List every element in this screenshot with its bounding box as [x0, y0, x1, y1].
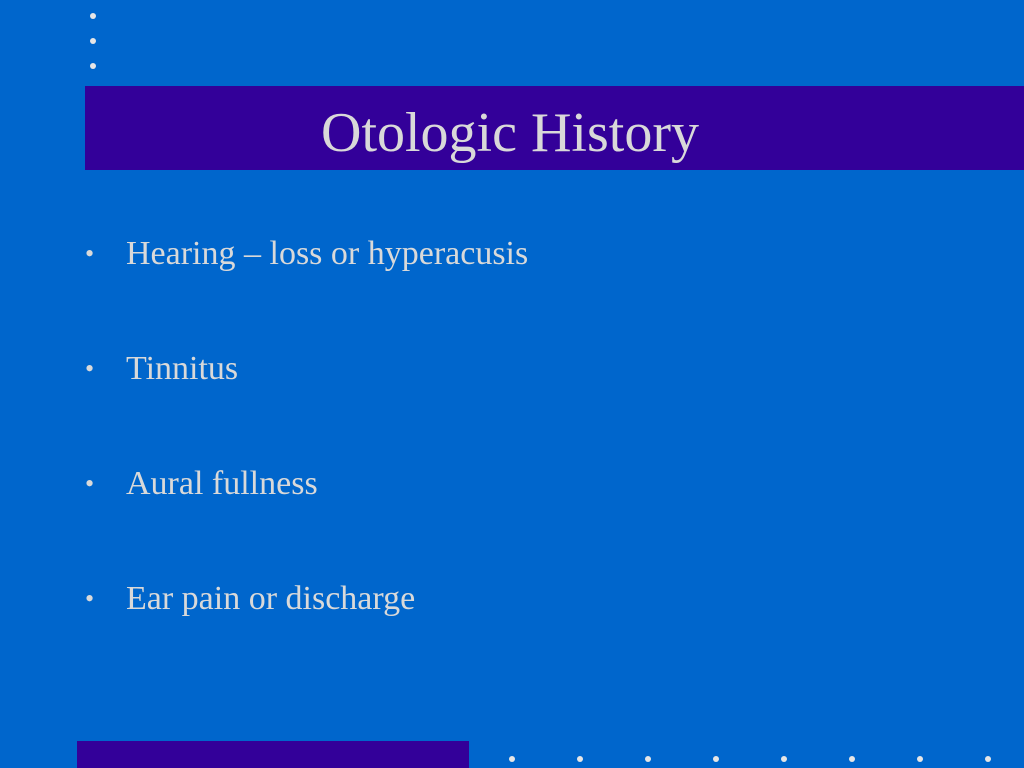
decorative-dot	[713, 756, 719, 762]
bullet-text: Aural fullness	[126, 465, 318, 502]
decorative-dot	[577, 756, 583, 762]
decorative-dot	[917, 756, 923, 762]
decorative-dot	[781, 756, 787, 762]
bullet-text: Ear pain or discharge	[126, 580, 416, 617]
bullet-item	[85, 572, 985, 687]
bullet-text: Hearing – loss or hyperacusis	[126, 235, 529, 272]
bullet-item	[85, 342, 985, 457]
decorative-dot	[509, 756, 515, 762]
decorative-dot	[985, 756, 991, 762]
bullet-list	[85, 227, 985, 687]
bullet-text: Tinnitus	[126, 350, 239, 387]
bullet-item	[85, 457, 985, 572]
bullet-marker: •	[85, 239, 95, 268]
bullet-item	[85, 227, 985, 342]
decorative-dot	[90, 13, 96, 19]
bullet-marker: •	[85, 469, 95, 498]
slide-title: Otologic History	[321, 102, 699, 164]
decorative-dot	[849, 756, 855, 762]
decorative-dot	[90, 63, 96, 69]
bullet-marker: •	[85, 354, 95, 383]
bottom-decorative-bar	[77, 741, 469, 768]
bullet-marker: •	[85, 584, 95, 613]
decorative-dot	[90, 38, 96, 44]
decorative-dot	[645, 756, 651, 762]
